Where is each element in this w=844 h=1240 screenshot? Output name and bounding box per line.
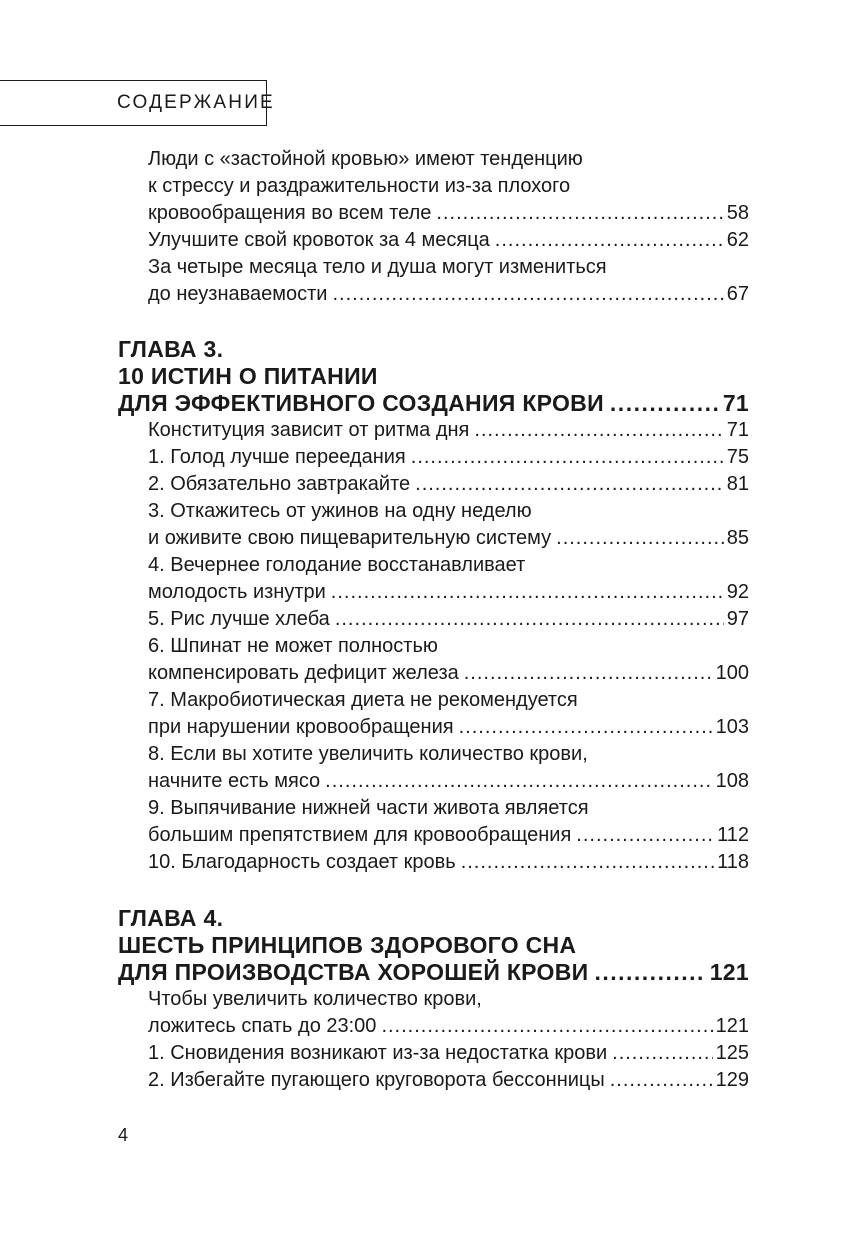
- entry-title: начните есть мясо: [148, 770, 321, 792]
- toc-entry: [148, 417, 749, 444]
- toc-entry: [148, 606, 749, 633]
- entry-title: 1. Сновидения возникают из-за недостатка крови: [148, 1042, 608, 1064]
- entry-page-number: 121: [715, 1015, 749, 1037]
- toc-entry: [148, 552, 749, 579]
- section-title: СОДЕРЖАНИЕ: [117, 92, 275, 113]
- dot-leader: [461, 849, 714, 876]
- dot-leader: [331, 579, 724, 606]
- chapter-heading: [118, 958, 749, 986]
- dot-leader: [612, 1040, 712, 1067]
- entry-page-number: 71: [726, 419, 749, 441]
- toc-entry: [148, 1040, 749, 1067]
- dot-leader: [474, 417, 723, 444]
- toc-entry: [148, 444, 749, 471]
- entry-title: компенсировать дефицит железа: [148, 662, 459, 684]
- chapter-title: 10 ИСТИН О ПИТАНИИ: [118, 363, 378, 389]
- dot-leader: [464, 660, 713, 687]
- toc-entry: [148, 1067, 749, 1094]
- toc-entry: [148, 741, 749, 768]
- entry-page-number: 100: [715, 662, 749, 684]
- toc-entry: [148, 687, 749, 714]
- entry-title: большим препятствием для кровообращения: [148, 824, 572, 846]
- entry-title: 8. Если вы хотите увеличить количество крови,: [148, 743, 588, 765]
- dot-leader: [610, 1067, 713, 1094]
- toc-entry: [148, 227, 749, 254]
- entry-page-number: 71: [722, 390, 749, 416]
- page-number: 4: [118, 1125, 129, 1145]
- entry-page-number: 67: [726, 283, 749, 305]
- entry-page-number: 129: [715, 1069, 749, 1091]
- toc-entry: [148, 1013, 749, 1040]
- entry-title: 10. Благодарность создает кровь: [148, 851, 456, 873]
- entry-title: молодость изнутри: [148, 581, 326, 603]
- entry-page-number: 108: [715, 770, 749, 792]
- entry-title: при нарушении кровообращения: [148, 716, 454, 738]
- toc-entry: [148, 579, 749, 606]
- dot-leader: [576, 822, 714, 849]
- dot-leader: [411, 444, 724, 471]
- toc-entry: [148, 525, 749, 552]
- dot-leader: [495, 227, 724, 254]
- dot-leader: [325, 768, 712, 795]
- entry-title: 5. Рис лучше хлеба: [148, 608, 330, 630]
- entry-page-number: 75: [726, 446, 749, 468]
- toc-entry: [148, 173, 749, 200]
- toc-entry: [148, 146, 749, 173]
- entry-title: 7. Макробиотическая диета не рекомендуется: [148, 689, 578, 711]
- chapter-heading: [118, 335, 749, 363]
- entry-page-number: 97: [726, 608, 749, 630]
- toc-entry: [148, 714, 749, 741]
- toc-entry: [148, 660, 749, 687]
- chapter-heading: [118, 931, 749, 959]
- dot-leader: [436, 200, 723, 227]
- entry-title: к стрессу и раздражительности из-за плохого: [148, 175, 571, 197]
- toc-entry: [148, 849, 749, 876]
- entry-title: За четыре месяца тело и душа могут измениться: [148, 256, 607, 278]
- chapter-title: ГЛАВА 4.: [118, 905, 224, 931]
- chapter-heading: [118, 904, 749, 932]
- entry-page-number: 62: [726, 229, 749, 251]
- entry-page-number: 121: [709, 959, 749, 985]
- dot-leader: [556, 525, 724, 552]
- entry-title: 6. Шпинат не может полностью: [148, 635, 438, 657]
- entry-title: 3. Откажитесь от ужинов на одну неделю: [148, 500, 532, 522]
- entry-title: 2. Обязательно завтракайте: [148, 473, 411, 495]
- dot-leader: [459, 714, 713, 741]
- entry-title: 2. Избегайте пугающего круговорота бессонницы: [148, 1069, 605, 1091]
- toc-entry: [148, 254, 749, 281]
- chapter-title: ДЛЯ ПРОИЗВОДСТВА ХОРОШЕЙ КРОВИ: [118, 959, 589, 985]
- entry-title: 1. Голод лучше переедания: [148, 446, 406, 468]
- chapter-title: ШЕСТЬ ПРИНЦИПОВ ЗДОРОВОГО СНА: [118, 932, 577, 958]
- entry-page-number: 103: [715, 716, 749, 738]
- dot-leader: [381, 1013, 712, 1040]
- toc-entry: [148, 986, 749, 1013]
- dot-leader: [415, 471, 724, 498]
- dot-leader: [335, 606, 724, 633]
- entry-page-number: 118: [717, 851, 749, 873]
- entry-page-number: 112: [717, 824, 749, 846]
- toc-entry: [148, 795, 749, 822]
- entry-title: Улучшите свой кровоток за 4 месяца: [148, 229, 490, 251]
- entry-page-number: 81: [726, 473, 749, 495]
- dot-leader: [610, 389, 719, 417]
- entry-page-number: 85: [726, 527, 749, 549]
- dot-leader: [594, 958, 705, 986]
- chapter-title: ДЛЯ ЭФФЕКТИВНОГО СОЗДАНИЯ КРОВИ: [118, 390, 604, 416]
- entry-title: 4. Вечернее голодание восстанавливает: [148, 554, 526, 576]
- chapter-title: ГЛАВА 3.: [118, 336, 224, 362]
- toc-entry: [148, 471, 749, 498]
- entry-title: и оживите свою пищеварительную систему: [148, 527, 552, 549]
- entry-title: ложитесь спать до 23:00: [148, 1015, 377, 1037]
- entry-title: 9. Выпячивание нижней части живота является: [148, 797, 589, 819]
- entry-page-number: 92: [726, 581, 749, 603]
- entry-title: Конституция зависит от ритма дня: [148, 419, 470, 441]
- dot-leader: [332, 281, 723, 308]
- toc-entry: [148, 281, 749, 308]
- toc-entry: [148, 200, 749, 227]
- entry-title: Чтобы увеличить количество крови,: [148, 988, 482, 1010]
- entry-page-number: 125: [715, 1042, 749, 1064]
- toc-entry: [148, 822, 749, 849]
- toc-entry: [148, 768, 749, 795]
- entry-title: до неузнаваемости: [148, 283, 328, 305]
- toc-entry: [148, 633, 749, 660]
- chapter-heading: [118, 389, 749, 417]
- entry-title: кровообращения во всем теле: [148, 202, 432, 224]
- chapter-heading: [118, 362, 749, 390]
- entry-page-number: 58: [726, 202, 749, 224]
- toc-entry: [148, 498, 749, 525]
- entry-title: Люди с «застойной кровью» имеют тенденцию: [148, 148, 583, 170]
